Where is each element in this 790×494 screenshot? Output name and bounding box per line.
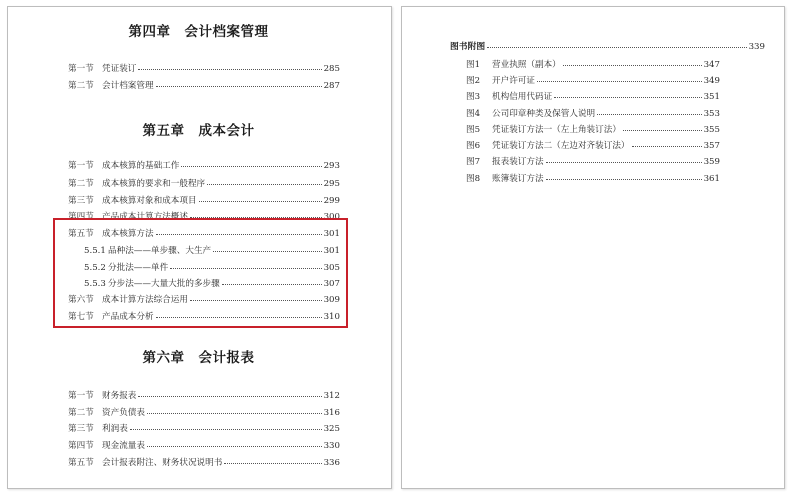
figure-number: 图7 — [466, 157, 481, 167]
toc-entry[interactable] — [68, 310, 340, 323]
toc-page-number: 312 — [323, 391, 340, 401]
dot-leader — [487, 39, 746, 48]
toc-entry[interactable] — [68, 159, 340, 172]
toc-entry-title: 会计档案管理 — [102, 81, 154, 91]
toc-entry-title: 财务报表 — [102, 391, 137, 401]
toc-page-number: 336 — [323, 458, 340, 468]
figure-number: 图2 — [466, 76, 481, 86]
toc-entry-title: 现金流量表 — [102, 441, 145, 451]
dot-leader — [138, 61, 321, 70]
appendix-entry[interactable] — [450, 40, 765, 53]
toc-page-number: 351 — [703, 92, 720, 102]
toc-entry[interactable] — [68, 439, 340, 452]
toc-entry-title: 成本核算对象和成本项目 — [102, 196, 197, 206]
dot-leader — [156, 78, 322, 87]
toc-page-number: 316 — [323, 408, 340, 418]
toc-page-number: 293 — [323, 161, 340, 171]
dot-leader — [623, 122, 702, 131]
toc-entry[interactable] — [68, 406, 340, 419]
dot-leader — [632, 138, 702, 147]
dot-leader — [224, 455, 321, 464]
toc-subentry[interactable] — [84, 244, 340, 257]
chapter5-title: 第五章 成本会计 — [142, 123, 255, 139]
dot-leader — [147, 438, 322, 447]
toc-page-number: 330 — [323, 441, 340, 451]
toc-section-number: 第四节 — [68, 441, 94, 451]
toc-entry[interactable] — [68, 62, 340, 75]
figure-entry[interactable] — [466, 155, 720, 168]
toc-page-number: 353 — [703, 109, 720, 119]
toc-page-number: 301 — [323, 229, 340, 239]
figure-title: 报表装订方法 — [492, 157, 544, 167]
toc-section-number: 第四节 — [68, 212, 94, 222]
toc-entry[interactable] — [68, 194, 340, 207]
toc-entry[interactable] — [68, 456, 340, 469]
figure-entry[interactable] — [466, 90, 720, 103]
dot-leader — [190, 209, 322, 218]
toc-page-number: 339 — [748, 42, 765, 52]
figure-number: 图6 — [466, 141, 481, 151]
toc-page-number: 310 — [323, 312, 340, 322]
toc-entry-title: 成本核算方法 — [102, 229, 154, 239]
dot-leader — [199, 193, 322, 202]
appendix-title: 图书附图 — [450, 42, 486, 52]
toc-entry-title: 品种法——单步骤、大生产 — [108, 246, 212, 256]
dot-leader — [222, 276, 322, 285]
figure-entry[interactable] — [466, 172, 720, 185]
figure-title: 机构信用代码证 — [492, 92, 553, 102]
dot-leader — [554, 89, 701, 98]
toc-entry-title: 利润表 — [102, 424, 128, 434]
toc-section-number: 第二节 — [68, 179, 94, 189]
toc-entry-title: 分批法——单件 — [108, 263, 169, 273]
dot-leader — [207, 176, 321, 185]
figure-entry[interactable] — [466, 74, 720, 87]
toc-page-number: 307 — [323, 279, 340, 289]
toc-entry[interactable] — [68, 79, 340, 92]
figure-entry[interactable] — [466, 107, 720, 120]
toc-page-number: 301 — [323, 246, 340, 256]
figure-number: 图4 — [466, 109, 481, 119]
toc-page-number: 295 — [323, 179, 340, 189]
toc-entry-title: 产品成本计算方法概述 — [102, 212, 188, 222]
toc-entry-title: 分步法——大量大批的多步骤 — [108, 279, 220, 289]
toc-entry-title: 成本核算的基础工作 — [102, 161, 180, 171]
figure-title: 账簿装订方法 — [492, 174, 544, 184]
dot-leader — [138, 388, 321, 397]
dot-leader — [546, 171, 702, 180]
toc-entry[interactable] — [68, 293, 340, 306]
toc-section-number: 第二节 — [68, 408, 94, 418]
toc-entry-title: 产品成本分析 — [102, 312, 154, 322]
figure-title: 营业执照（副本） — [492, 60, 561, 70]
chapter6-title: 第六章 会计报表 — [142, 350, 255, 366]
toc-page-number: 309 — [323, 295, 340, 305]
toc-page-number: 285 — [323, 64, 340, 74]
toc-section-number: 第一节 — [68, 391, 94, 401]
toc-section-number: 第五节 — [68, 229, 94, 239]
toc-page-number: 325 — [323, 424, 340, 434]
dot-leader — [213, 243, 321, 252]
figure-number: 图5 — [466, 125, 481, 135]
toc-page-number: 287 — [323, 81, 340, 91]
toc-subsection-number: 5.5.2 — [84, 263, 106, 273]
toc-entry[interactable] — [68, 422, 340, 435]
figure-number: 图1 — [466, 60, 481, 70]
dot-leader — [147, 405, 322, 414]
chapter4-title: 第四章 会计档案管理 — [128, 24, 269, 40]
toc-entry-title: 会计报表附注、财务状况说明书 — [102, 458, 223, 468]
toc-subentry[interactable] — [84, 277, 340, 290]
toc-entry[interactable] — [68, 177, 340, 190]
dot-leader — [190, 292, 322, 301]
toc-page-number: 305 — [323, 263, 340, 273]
dot-leader — [546, 154, 702, 163]
toc-entry-title: 凭证装订 — [102, 64, 137, 74]
figure-entry[interactable] — [466, 58, 720, 71]
toc-subsection-number: 5.5.3 — [84, 279, 106, 289]
dot-leader — [563, 57, 702, 66]
toc-page-number: 357 — [703, 141, 720, 151]
toc-section-number: 第六节 — [68, 295, 94, 305]
toc-section-number: 第一节 — [68, 161, 94, 171]
figure-number: 图8 — [466, 174, 481, 184]
toc-entry[interactable] — [68, 389, 340, 402]
figure-title: 凭证装订方法二（左边对齐装订法） — [492, 141, 630, 151]
toc-page-number: 349 — [703, 76, 720, 86]
toc-subsection-number: 5.5.1 — [84, 246, 106, 256]
toc-entry[interactable] — [68, 227, 340, 240]
toc-entry-title: 成本核算的要求和一般程序 — [102, 179, 206, 189]
figure-entry[interactable] — [466, 123, 720, 136]
toc-section-number: 第一节 — [68, 64, 94, 74]
dot-leader — [156, 309, 322, 318]
dot-leader — [597, 106, 701, 115]
figure-number: 图3 — [466, 92, 481, 102]
toc-section-number: 第五节 — [68, 458, 94, 468]
dot-leader — [130, 421, 322, 430]
toc-entry-title: 资产负债表 — [102, 408, 145, 418]
dot-leader — [537, 73, 702, 82]
dot-leader — [170, 260, 321, 269]
figure-title: 开户许可证 — [492, 76, 535, 86]
toc-page-number: 299 — [323, 196, 340, 206]
figure-title: 凭证装订方法一（左上角装订法） — [492, 125, 621, 135]
toc-page-number: 359 — [703, 157, 720, 167]
toc-page-number: 347 — [703, 60, 720, 70]
toc-section-number: 第二节 — [68, 81, 94, 91]
toc-section-number: 第三节 — [68, 424, 94, 434]
dot-leader — [156, 226, 322, 235]
toc-entry-title: 成本计算方法综合运用 — [102, 295, 188, 305]
dot-leader — [181, 158, 321, 167]
toc-section-number: 第三节 — [68, 196, 94, 206]
toc-page-number: 300 — [323, 212, 340, 222]
figure-entry[interactable] — [466, 139, 720, 152]
toc-section-number: 第七节 — [68, 312, 94, 322]
toc-subentry[interactable] — [84, 261, 340, 274]
figure-title: 公司印章种类及保管人说明 — [492, 109, 596, 119]
toc-page-number: 361 — [703, 174, 720, 184]
toc-page-number: 355 — [703, 125, 720, 135]
